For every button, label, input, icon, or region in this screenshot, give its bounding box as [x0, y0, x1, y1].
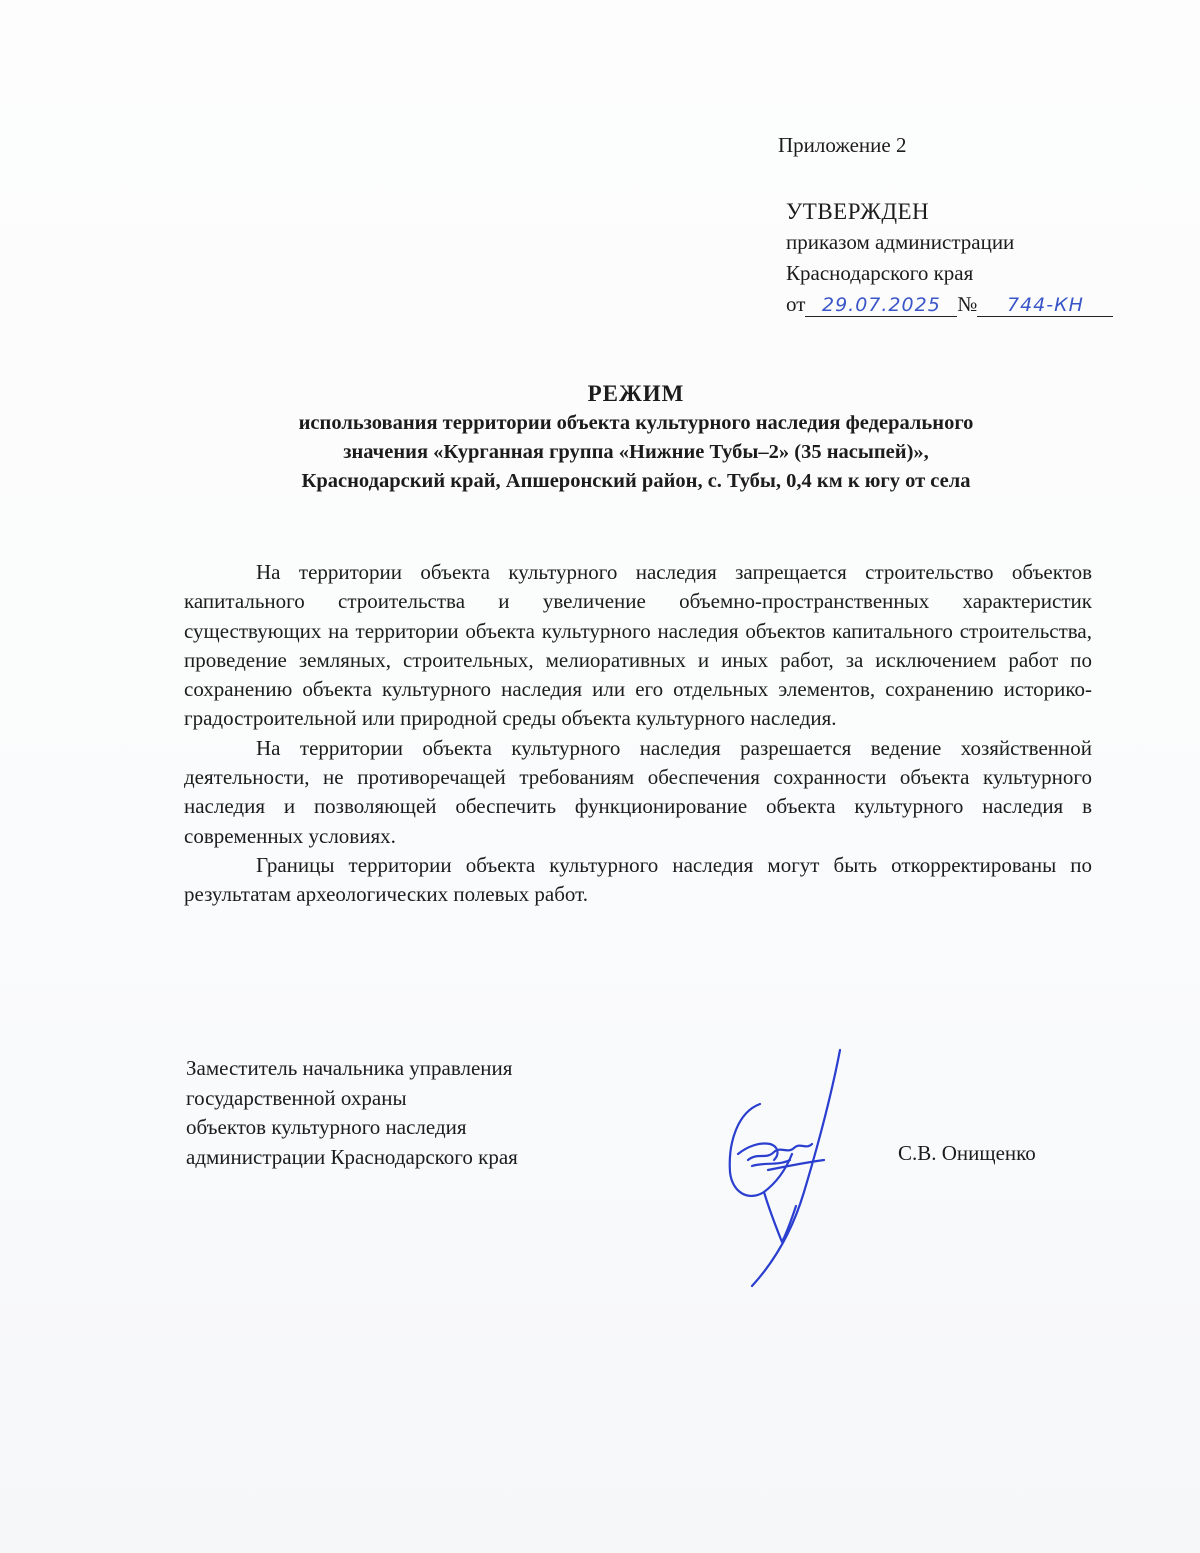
title-line-3: Краснодарский край, Апшеронский район, с. Тубы, 0,4 км к югу от села	[301, 470, 971, 492]
order-date: 29.07.2025	[805, 294, 957, 317]
signer-position-line-4: администрации Краснодарского края	[186, 1144, 518, 1169]
document-title	[180, 379, 1092, 496]
signer-position-line-2: государственной охраны	[186, 1085, 407, 1110]
order-line	[786, 289, 1113, 320]
order-number-prefix: №	[957, 292, 978, 316]
title-line-2: значения «Курганная группа «Нижние Тубы–2» (35 насыпей)»,	[343, 441, 929, 463]
approval-block	[786, 196, 1113, 320]
signer-position-line-3: объектов культурного наследия	[186, 1115, 467, 1139]
signer-position	[186, 1054, 518, 1172]
signer-position-line-1: Заместитель начальника управления	[186, 1056, 513, 1080]
approval-caption: УТВЕРЖДЕН	[786, 199, 930, 224]
paragraph-boundaries: Границы территории объекта культурного наследия могут быть откорректированы по результатам археологических полевых работ.	[184, 852, 1092, 907]
approval-line-2: Краснодарского края	[786, 261, 974, 285]
title-line-1: использования территории объекта культурного наследия федерального	[298, 412, 974, 434]
paragraph-permission: На территории объекта культурного наследия разрешается ведение хозяйственной деятельности, не противоречащей требованиям обеспечения сохранности объекта культурного наследия и позволяющей обеспечить функционирование объекта культурного наследия в современных условиях.	[184, 735, 1092, 848]
approval-line-1: приказом администрации	[786, 230, 1015, 254]
handwritten-signature	[708, 1042, 868, 1292]
title-main: РЕЖИМ	[587, 381, 685, 406]
signer-name: С.В. Онищенко	[898, 1141, 1036, 1165]
order-prefix: от	[786, 292, 806, 316]
document-body	[184, 558, 1092, 910]
appendix-label: Приложение 2	[778, 133, 907, 157]
paragraph-prohibition: На территории объекта культурного наследия запрещается строительство объектов капитального строительства и увеличение объемно-пространственных характеристик существующих на территории объекта культурного наследия объектов капитального строительства, проведение земляных, строительных, мелиоративных и иных работ, за исключением работ по сохранению объекта культурного наследия или его отдельных элементов, сохранению историко-градостроительной или природной среды объекта культурного наследия.	[184, 560, 1092, 731]
order-number: 744-КН	[977, 294, 1113, 317]
